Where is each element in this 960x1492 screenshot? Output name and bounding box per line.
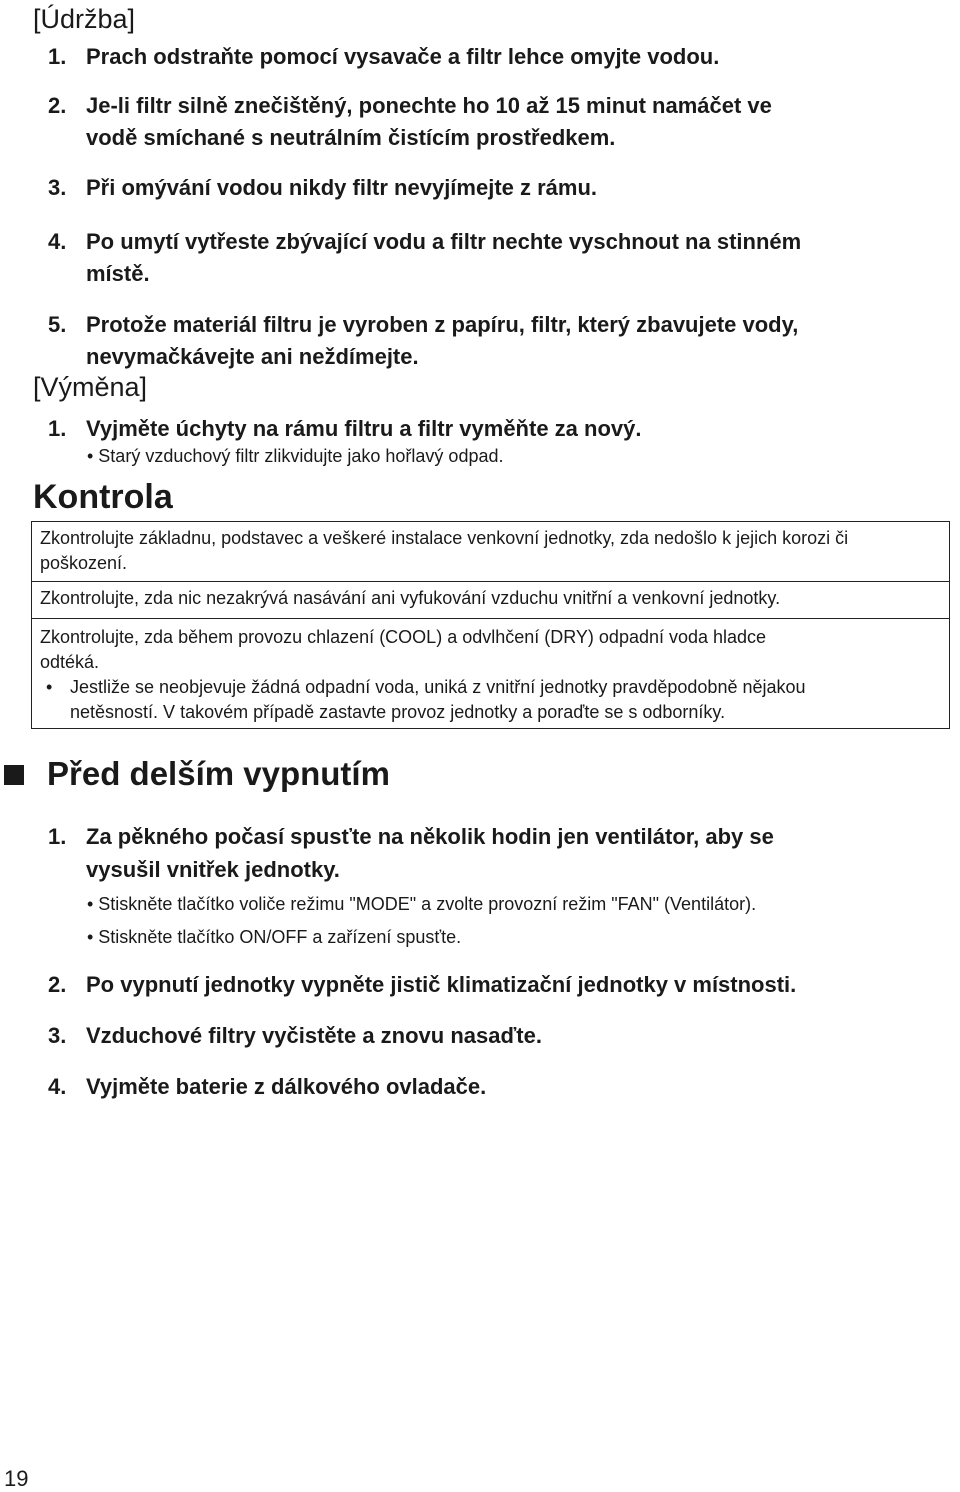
section-square-icon bbox=[4, 765, 24, 785]
item-number: 1. bbox=[48, 416, 67, 441]
page-number: 19 bbox=[4, 1466, 29, 1491]
item-number: 2. bbox=[48, 93, 67, 118]
item-text: Při omývání vodou nikdy filtr nevyjímejte z rámu. bbox=[86, 175, 598, 200]
item-text-line2: místě. bbox=[86, 261, 150, 286]
item-text: Vzduchové filtry vyčistěte a znovu nasaďte. bbox=[86, 1023, 542, 1048]
kontrola-text: Zkontrolujte, zda nic nezakrývá nasávání ani vyfukování vzduchu vnitřní a venkovní jednotky. bbox=[40, 588, 781, 608]
bullet-icon: • bbox=[46, 677, 53, 697]
kontrola-bullet-line1: Jestliže se neobjevuje žádná odpadní voda, uniká z vnitřní jednotky pravděpodobně nějakou bbox=[70, 677, 806, 697]
item-number: 3. bbox=[48, 175, 67, 200]
shutdown-title: Před delším vypnutím bbox=[47, 755, 390, 792]
kontrola-bullet-line2: netěsností. V takovém případě zastavte provoz jednotky a poraďte se s odborníky. bbox=[70, 702, 726, 722]
item-number: 4. bbox=[48, 1074, 67, 1099]
kontrola-box bbox=[31, 521, 950, 729]
shutdown-item-4 bbox=[48, 1070, 487, 1103]
shutdown-sub-1: • Stiskněte tlačítko voliče režimu "MODE" a zvolte provozní režim "FAN" (Ventilátor). bbox=[87, 894, 757, 914]
item-text: Vyjměte úchyty na rámu filtru a filtr vyměňte za nový. bbox=[86, 416, 642, 441]
item-number: 2. bbox=[48, 972, 67, 997]
kontrola-row-3 bbox=[32, 619, 949, 728]
item-text-line1: Po umytí vytřeste zbývající vodu a filtr nechte vyschnout na stinném bbox=[86, 229, 802, 254]
kontrola-bullet bbox=[40, 675, 941, 725]
item-text-line1: Protože materiál filtru je vyroben z papíru, filtr, který zbavujete vody, bbox=[86, 312, 799, 337]
item-number: 1. bbox=[48, 44, 67, 69]
kontrola-text-line2: odtéká. bbox=[40, 652, 100, 672]
shutdown-item-2 bbox=[48, 968, 797, 1001]
item-text: Po vypnutí jednotky vypněte jistič klimatizační jednotky v místnosti. bbox=[86, 972, 797, 997]
kontrola-row-2 bbox=[32, 582, 949, 619]
maintenance-item-3 bbox=[48, 171, 598, 204]
replacement-item-1 bbox=[48, 412, 642, 445]
kontrola-text-line1: Zkontrolujte, zda během provozu chlazení (COOL) a odvlhčení (DRY) odpadní voda hladce bbox=[40, 627, 767, 647]
shutdown-item-3 bbox=[48, 1019, 542, 1052]
shutdown-sub-2: • Stiskněte tlačítko ON/OFF a zařízení spusťte. bbox=[87, 927, 462, 947]
item-text: Prach odstraňte pomocí vysavače a filtr lehce omyjte vodou. bbox=[86, 44, 720, 69]
maintenance-item-4 bbox=[48, 225, 802, 286]
item-number: 3. bbox=[48, 1023, 67, 1048]
kontrola-text-line2: poškození. bbox=[40, 553, 128, 573]
replacement-note: • Starý vzduchový filtr zlikvidujte jako hořlavý odpad. bbox=[87, 446, 504, 466]
kontrola-row-1 bbox=[32, 522, 949, 582]
item-text-line1: Za pěkného počasí spusťte na několik hodin jen ventilátor, aby se bbox=[86, 824, 774, 849]
maintenance-item-5 bbox=[48, 308, 799, 369]
item-text-line2: vodě smíchané s neutrálním čistícím prostředkem. bbox=[86, 125, 616, 150]
kontrola-title: Kontrola bbox=[33, 478, 173, 516]
item-text: Vyjměte baterie z dálkového ovladače. bbox=[86, 1074, 487, 1099]
item-text-line2: nevymačkávejte ani neždímejte. bbox=[86, 344, 419, 369]
item-number: 5. bbox=[48, 312, 67, 337]
item-number: 1. bbox=[48, 824, 67, 849]
item-text-line2: vysušil vnitřek jednotky. bbox=[86, 857, 340, 882]
maintenance-heading: [Údržba] bbox=[33, 4, 136, 34]
item-number: 4. bbox=[48, 229, 67, 254]
shutdown-item-1 bbox=[48, 820, 774, 882]
maintenance-item-2 bbox=[48, 89, 772, 150]
item-text-line1: Je-li filtr silně znečištěný, ponechte ho 10 až 15 minut namáčet ve bbox=[86, 93, 772, 118]
kontrola-text-line1: Zkontrolujte základnu, podstavec a veškeré instalace venkovní jednotky, zda nedošlo k jejich korozi či bbox=[40, 528, 849, 548]
maintenance-item-1 bbox=[48, 40, 720, 73]
replacement-heading: [Výměna] bbox=[33, 372, 148, 402]
